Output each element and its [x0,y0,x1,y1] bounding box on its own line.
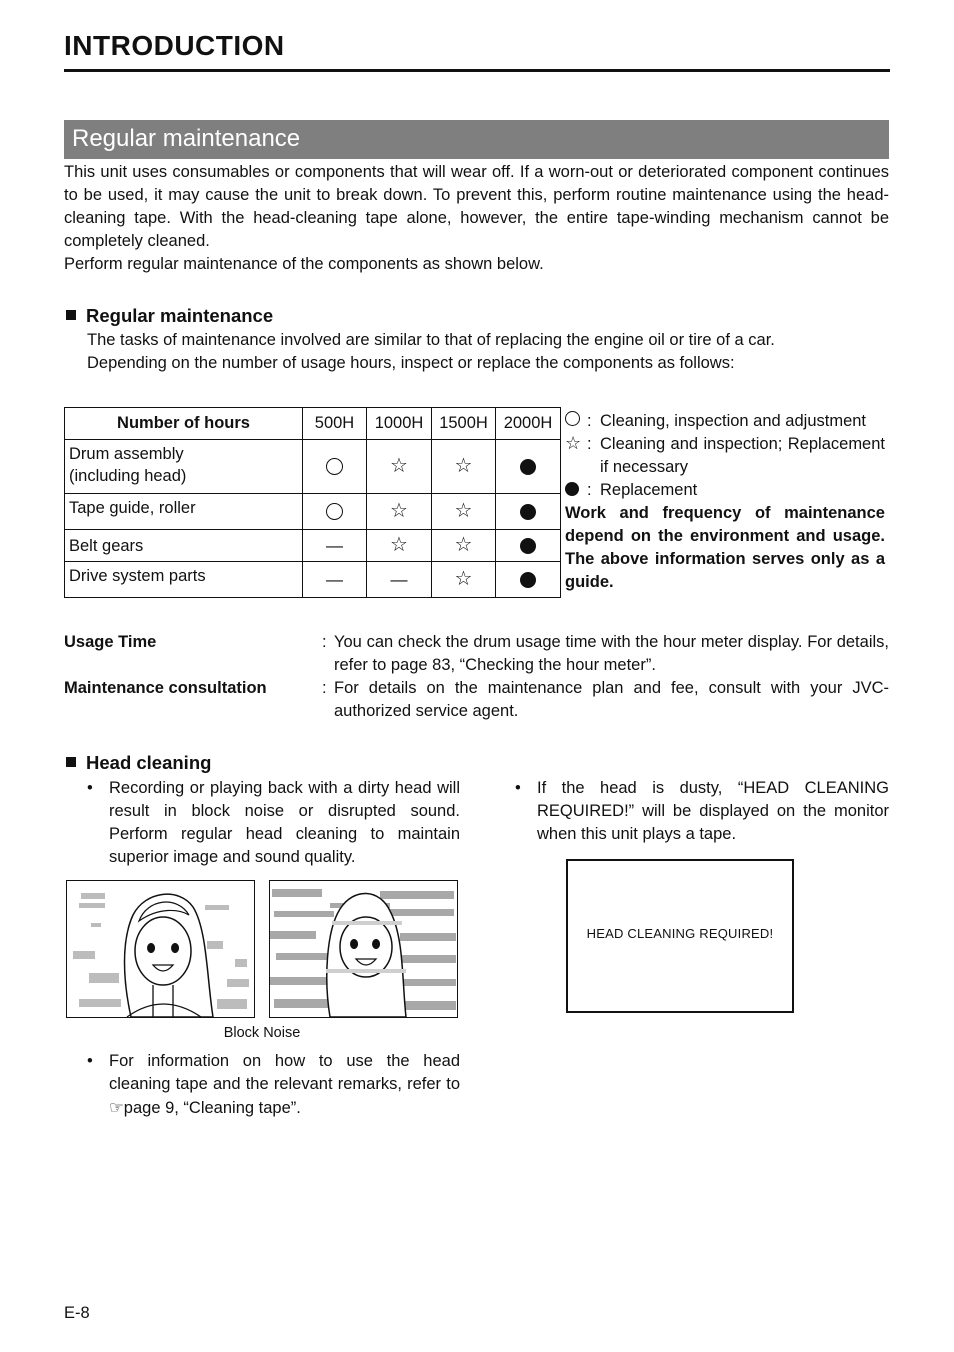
table-row [65,494,561,530]
table-header-hours: Number of hours [65,408,303,440]
square-bullet-icon [66,757,76,767]
maintenance-consultation-label: Maintenance consultation [64,679,267,697]
definition-colon: : [322,679,327,697]
regular-maintenance-body: The tasks of maintenance involved are similar to that of replacing the engine oil or tire of a car. Depending on the number of usage hours, inspect or replace the components as follows: [87,331,775,372]
row-name: Drum assembly (including head) [65,440,303,494]
filled-circle-icon [520,538,536,554]
table-row [65,562,561,598]
clean-image-illustration [66,880,255,1018]
table-row [65,440,561,494]
star-icon: ☆ [454,453,473,477]
row-name: Belt gears [65,530,303,562]
cell-star [367,494,432,530]
star-icon: ☆ [390,453,408,477]
table-row [65,530,561,562]
dash-icon: — [326,536,343,555]
bullet-icon: • [515,779,521,797]
noisy-face-illustration [270,881,457,1017]
legend-item: : Cleaning, inspection and adjustment [565,410,885,433]
cell-dash [303,562,367,598]
table-header-500h: 500H [303,408,367,440]
star-icon: ☆ [454,532,473,556]
page-title: INTRODUCTION [64,30,285,61]
cell-dash [303,530,367,562]
square-bullet-icon [66,310,76,320]
bullet-icon: • [87,1052,93,1070]
usage-time-label: Usage Time [64,633,157,651]
row-name: Tape guide, roller [65,494,303,530]
definition-colon: : [322,633,327,651]
cell-dot [496,562,561,598]
star-icon: ☆ [390,532,408,556]
cell-star [432,494,496,530]
star-icon: ☆ [454,566,473,590]
intro-paragraph: This unit uses consumables or components that will wear off. If a worn-out or deteriorated component continues to be used, it may cause the unit to break down. To prevent this, perform routine maintenance using the head-cleaning tape. With the head-cleaning tape alone, however, the entire tape-winding mechanism cannot be completely cleaned. [64,163,889,250]
table-header-2000h: 2000H [496,408,561,440]
regular-maintenance-heading: Regular maintenance [66,304,273,328]
intro-paragraph: Perform regular maintenance of the components as shown below. [64,255,544,273]
head-cleaning-heading: Head cleaning [66,751,211,775]
filled-circle-icon [565,482,579,496]
cell-dot [496,494,561,530]
bullet-cleaning-tape-ref: • For information on how to use the head cleaning tape and the relevant remarks, refer to ☞page 9, “Cleaning tape”. [87,1052,460,1117]
cell-circle [303,440,367,494]
table-header-row [65,408,561,440]
star-icon: ☆ [390,498,408,522]
cell-dot [496,440,561,494]
cell-dot [496,530,561,562]
bullet-icon: • [87,779,93,797]
circle-icon [565,411,580,426]
dash-icon: — [326,570,343,589]
filled-circle-icon [520,572,536,588]
cell-circle [303,494,367,530]
cell-star [432,530,496,562]
pointing-hand-icon: ☞ [109,1098,124,1117]
maintenance-consultation-text: For details on the maintenance plan and fee, consult with your JVC-authorized service agent. [334,679,889,720]
circle-icon [326,503,343,520]
row-name: Drive system parts [65,562,303,598]
maintenance-table [64,407,561,598]
title-rule [64,69,890,72]
dash-icon: — [390,570,408,589]
table-legend [565,410,885,594]
monitor-display [566,859,794,1013]
table-header-1500h: 1500H [432,408,496,440]
clean-face-illustration [67,881,254,1017]
star-icon: ☆ [454,498,473,522]
intro-text [64,161,889,276]
section-title: Regular maintenance [72,125,301,152]
bullet-dusty-head: • If the head is dusty, “HEAD CLEANING REQUIRED!” will be displayed on the monitor when this unit plays a tape. [515,779,889,843]
table-header-1000h: 1000H [367,408,432,440]
filled-circle-icon [520,504,536,520]
cell-star [432,562,496,598]
cell-star [367,440,432,494]
star-icon: ☆ [565,433,582,454]
filled-circle-icon [520,459,536,475]
block-noise-illustration [269,880,458,1018]
cell-dash [367,562,432,598]
legend-item: : Replacement [565,479,885,502]
cell-star [432,440,496,494]
image-caption: Block Noise [223,1025,301,1041]
legend-item: ☆ : Cleaning and inspection; Replacement if necessary [565,433,885,476]
legend-note: Work and frequency of maintenance depend on the environment and usage. The above information serves only as a guide. [565,504,885,591]
bullet-dirty-head: • Recording or playing back with a dirty head will result in block noise or disrupted sound. Perform regular head cleaning to maintain superior image and sound quality. [87,779,460,866]
usage-time-text: You can check the drum usage time with the hour meter display. For details, refer to page 83, “Checking the hour meter”. [334,633,889,674]
circle-icon [326,458,343,475]
monitor-message: HEAD CLEANING REQUIRED! [586,926,774,941]
page-number: E-8 [64,1304,90,1322]
cell-star [367,530,432,562]
